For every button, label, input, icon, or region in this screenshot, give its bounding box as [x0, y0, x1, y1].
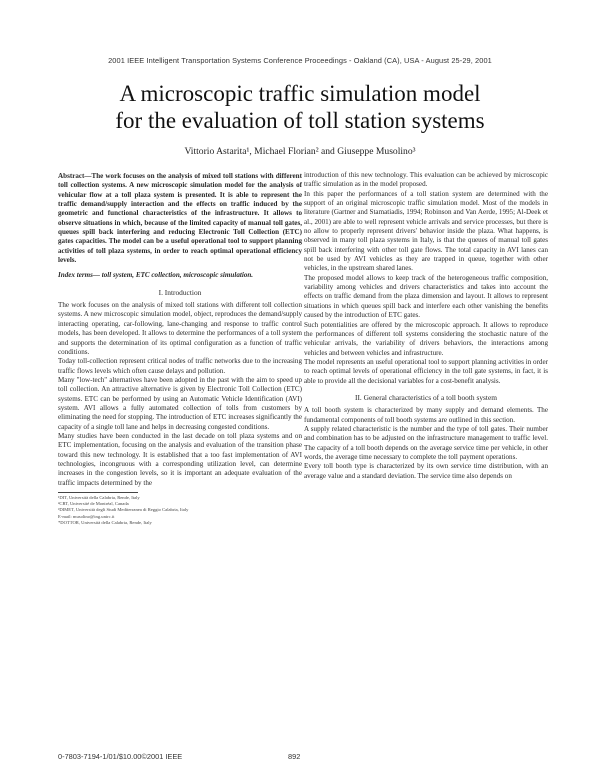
paragraph: Every toll booth type is characterized by its own service time distribution, with an average value and a standard deviation. The service time also depends on: [304, 462, 548, 480]
paragraph: The work focuses on the analysis of mixed toll stations with different toll collection systems. A new microscopic simulation model, object, reproduces the demand/supply interacting operating, car-following, lane-changing and response to traffic control models, has been developed. It allows to determine the performances of a toll system and supports the determination of its optimal configuration as a function of traffic conditions.: [58, 301, 302, 356]
title-line-1: A microscopic traffic simulation model: [119, 81, 481, 106]
conference-header: 2001 IEEE Intelligent Transportation Systems Conference Proceedings - Oakland (CA), USA - August 25-29, 2001: [108, 56, 492, 65]
paragraph: The model represents an useful operational tool to support planning activities in order to reach optimal levels of operational efficiency in the toll gate systems, in fact, it is able to provide all the decisional variables for a cost-benefit analysis.: [304, 357, 548, 385]
authors: Vittorio Astarita¹, Michael Florian² and Giuseppe Musolino³: [184, 146, 416, 157]
paper-title: [0, 80, 600, 134]
paragraph: introduction of this new technology. This evaluation can be achieved by microscopic traffic simulation as in the model proposed.: [304, 171, 548, 189]
footnote: ¹DIT, Università della Calabria, Rende, Italy: [58, 495, 140, 500]
paragraph: Many studies have been conducted in the last decade on toll plaza systems and on ETC implementation, focusing on the analysis and evaluation of the transition phase toward this new technology. It is established that a too fast implementation of AVI technologies, incongruous with a corresponding utilization level, can determine increases in the congestion levels, so it is important an adequate evaluation of the traffic impacts determined by the: [58, 431, 302, 487]
footnote: ²CRT, Université de Montréal, Canada: [58, 501, 129, 507]
index-terms: Index terms— toll system, ETC collection, microscopic simulation.: [58, 271, 254, 280]
left-column: [58, 172, 302, 526]
paragraph: In this paper the performances of a toll station system are determined with the support of an original microscopic traffic simulation model. Most of the models in literature (Gartner and Stamatiadis, 1994; Robinson and Van Aerde, 1995; Al-Deek et al., 2001) are able to well represent vehicle arrivals and service processes, but there is no allow to properly represent drivers' behavior inside the plaza. What happens, is observed in many toll plaza systems in Italy, is that the queues of manual toll gates spill back interfering with other toll gate flows. The total capacity in AVI lanes can not be used by AVI vehicles as they are trapped in queue, together with other vehicles, in the upstream shared lanes.: [304, 189, 548, 273]
paragraph: A supply related characteristic is the number and the type of toll gates. Their number and combination has to be adjusted on the infrastructure management to traffic level. The capacity of a toll booth depends on the average service time per vehicle, in other words, the average time necessary to complete the toll payment operations.: [304, 424, 548, 461]
footnote-rule: [58, 492, 138, 493]
abstract: Abstract—The work focuses on the analysis of mixed toll stations with different toll collection systems. A new microscopic simulation model for the analysis of vehicular flow at a toll plaza system is presented. It is able to represent the traffic demand/supply interaction and the effects on traffic induced by the geometric and functional characteristics of the infrastructure. It allows to observe situations in which, because of the limited capacity of manual toll gates, queues spill back interfering and reducing Electronic Toll Collection (ETC) gates capacities. The model can be a useful operational tool to support planning activities of toll plaza systems, in order to reach optimal operational efficiency levels.: [58, 172, 302, 265]
paragraph: The proposed model allows to keep track of the heterogeneous traffic composition, variability among vehicles and drivers characteristics and takes into account the effects on traffic demand from the plaza dimension and layout. It allows to represent situations in which queues spill back and interfere each other vanishing the benefits caused by the introduction of ETC gates.: [304, 273, 548, 320]
paragraph: A toll booth system is characterized by many supply and demand elements. The fundamental components of toll booth systems are outlined in this section.: [304, 406, 548, 424]
footnote: *DOTTOR, Università della Calabria, Rende, Italy: [58, 519, 152, 525]
page-number: 892: [288, 752, 301, 761]
paragraph: Such potentialities are offered by the microscopic approach. It allows to reproduce the performances of different toll systems considering the stochastic nature of the vehicular arrivals, the variability of drivers behaviors, the interactions among vehicles and between vehicles and infrastructure.: [304, 320, 548, 357]
paragraph: Today toll-collection represent critical nodes of traffic networks due to the increasing traffic flows levels which often cause delays and pollution.: [58, 357, 302, 375]
section-heading-introduction: I. Introduction: [158, 287, 202, 297]
footnote: E-mail: musolino@ing.unirc.it: [58, 513, 115, 519]
title-line-2: for the evaluation of toll station systems: [115, 108, 485, 133]
right-column: [304, 171, 548, 481]
isbn-copyright: 0-7803-7194-1/01/$10.00©2001 IEEE: [58, 752, 183, 761]
footnote: ³DIMET, Università degli Studi Mediterranea di Reggio Calabria, Italy: [58, 507, 189, 513]
paragraph: Many "low-tech" alternatives have been adopted in the past with the aim to speed up toll collection. An attractive alternative is given by Electronic Toll Collection (ETC) systems. ETC can be performed by using an Automatic Vehicle Identification (AVI) system. AVI allows a fully automated collection of tolls from customers by eliminating the need for stopping. The introduction of ETC increases significantly the capacity of a single toll lane and helps in decreasing congested conditions.: [58, 375, 302, 431]
footnotes: [58, 495, 302, 526]
section-heading-general-characteristics: II. General characteristics of a toll booth system: [354, 392, 497, 402]
